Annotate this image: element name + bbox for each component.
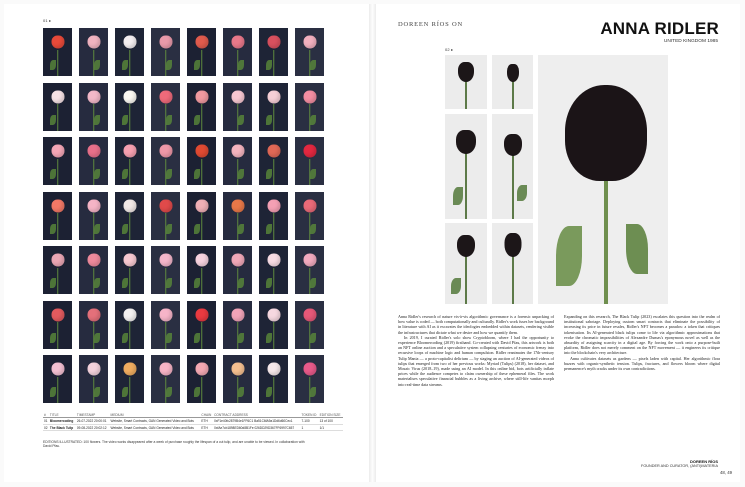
table-cell: 1 xyxy=(300,424,318,431)
tulip-photo xyxy=(79,301,108,349)
tulip-photo xyxy=(259,192,288,240)
tulip-photo xyxy=(115,192,144,240)
tulip-photo xyxy=(151,192,180,240)
tulip-photo xyxy=(223,28,252,76)
table-header-cell: CONTRACT ADDRESS xyxy=(213,412,300,418)
tulip-photo xyxy=(115,246,144,294)
tulip-photo xyxy=(295,301,324,349)
tulip-photo xyxy=(43,301,72,349)
table-body xyxy=(43,418,343,431)
tulip-photo xyxy=(79,28,108,76)
page-gutter xyxy=(369,4,376,482)
tulip-photo xyxy=(223,192,252,240)
tulip-photo xyxy=(295,83,324,131)
tulip-photo-grid xyxy=(43,28,324,403)
black-tulip-photo xyxy=(492,223,533,304)
artist-meta: UNITED KINGDOM 1985 xyxy=(663,39,718,44)
black-tulip-photo xyxy=(445,223,487,304)
essay-column-2 xyxy=(564,314,720,371)
tulip-photo xyxy=(223,301,252,349)
table-header-cell: EDITION SIZE xyxy=(319,412,343,418)
black-tulip-photo xyxy=(492,114,533,219)
tulip-photo xyxy=(115,137,144,185)
black-tulip-photo xyxy=(445,114,487,219)
table-header-cell: # xyxy=(43,412,49,418)
signature-name: DOREEN RÍOS xyxy=(689,459,718,464)
essay-paragraph: Anna Ridler's research of nature vis-à-vis algorithmic governance is a forensic unpacking of how value is coded — both computationally and culturally. Ridler's work fuses her background in literature with AI as it excavates the ideologies embedded within datasets, rendering visible the infrastructures that dictate what we desire and how we quantify them. xyxy=(398,314,554,335)
tulip-photo xyxy=(115,355,144,403)
tulip-photo xyxy=(115,28,144,76)
byline: DOREEN RÍOS ON xyxy=(398,21,464,28)
table-cell: 7-100 xyxy=(300,418,318,425)
tulip-photo xyxy=(223,246,252,294)
signature-role: FOUNDER AND CURATOR, (ANTI)MATERIA xyxy=(641,464,718,468)
table-header-cell: TIMESTAMP xyxy=(76,412,110,418)
table-header-cell: TITLE xyxy=(49,412,76,418)
black-tulip-photo xyxy=(492,55,533,109)
essay-paragraph: Expanding on this research, The Black Tulip (2023) escalates this question into the realm of institutional sabotage. Deploying custom smart contracts that eliminate the possibility of increasing its price in future resales, Ridler's NFT becomes a paradox: a token that critiques tokenisation. Its AI-generated black tulips come to life via algorithmic approximations that evoke the chromatic impossibilities of Alexandre Dumas's eponymous novel as well as the absurdity of assigning scarcity in a digital age. By forcing the work onto a purpose-built platform, Ridler does not merely comment on the NFT movement — it engineers its critique into the blockchain's very architecture. xyxy=(564,314,720,356)
artist-name: ANNA RIDLER xyxy=(600,19,719,38)
tulip-photo xyxy=(115,301,144,349)
tulip-photo xyxy=(43,192,72,240)
table-row xyxy=(43,418,343,425)
tulip-photo xyxy=(223,355,252,403)
page-numbers: 48, 49 xyxy=(720,470,732,475)
tulip-photo xyxy=(79,246,108,294)
tulip-photo xyxy=(259,246,288,294)
table-cell: Website, Smart Contracts, GAN Generated Video and Bots xyxy=(110,418,201,425)
table-cell: ETH xyxy=(200,418,213,425)
right-page xyxy=(376,4,740,482)
table-header-cell: CHAIN xyxy=(201,412,212,417)
table-cell: 02 xyxy=(44,425,48,430)
tulip-photo xyxy=(187,28,216,76)
tulip-photo xyxy=(259,83,288,131)
left-page xyxy=(4,4,369,482)
tulip-photo xyxy=(79,355,108,403)
tulip-photo xyxy=(187,246,216,294)
tulip-photo xyxy=(259,28,288,76)
table-cell: 01 xyxy=(44,418,48,423)
tulip-photo xyxy=(259,355,288,403)
tulip-photo xyxy=(151,28,180,76)
essay-column-1 xyxy=(398,314,554,387)
tulip-photo xyxy=(295,355,324,403)
tulip-photo xyxy=(43,355,72,403)
tulip-photo xyxy=(187,192,216,240)
tulip-photo xyxy=(187,301,216,349)
table-header-cell: TOKEN ID xyxy=(300,412,318,418)
tulip-photo xyxy=(151,246,180,294)
tulip-photo xyxy=(43,246,72,294)
tulip-photo xyxy=(151,83,180,131)
tulip-photo xyxy=(187,137,216,185)
black-tulip-large-photo xyxy=(538,55,668,304)
tulip-photo xyxy=(151,137,180,185)
table-cell: 0xF1e40fc2879B4e1FF6C1 Ba51C6fA9a1Dd6d60Cec1 xyxy=(213,418,300,425)
table-cell: 13 of 100 xyxy=(319,418,343,425)
artwork-details-table xyxy=(43,412,343,431)
figure-label-2: 02 ▸ xyxy=(445,47,454,52)
black-tulip-photo xyxy=(445,55,487,109)
tulip-photo xyxy=(79,192,108,240)
table-cell: 0xfAe7cb1898ED60d8B1Fe 026DD29D367FF6997C657 xyxy=(213,424,300,431)
table-header-cell: MEDIUM xyxy=(110,412,201,418)
tulip-photo xyxy=(151,355,180,403)
tulip-photo xyxy=(295,137,324,185)
table-cell: 26-07-2022 20:00:01 xyxy=(76,418,110,425)
tulip-photo xyxy=(43,28,72,76)
tulip-photo xyxy=(187,83,216,131)
tulip-photo xyxy=(115,83,144,131)
tulip-photo xyxy=(43,83,72,131)
tulip-photo xyxy=(223,83,252,131)
tulip-photo xyxy=(43,137,72,185)
essay-paragraph: Anna cultivates datasets as gardens — pixels laden with capital. Her algorithmic flora buzzes with organic-synthetic tension. Tulips, fractures, and flowers bloom where digital permanence's myth cracks under its own contradictions. xyxy=(564,355,720,372)
tulip-photo xyxy=(259,137,288,185)
tulip-photo xyxy=(187,355,216,403)
tulip-photo xyxy=(295,246,324,294)
table-cell: Website, Smart Contracts, GAN Generated Video and Bots xyxy=(110,424,201,431)
essay-paragraph: In 2019, I curated Ridler's solo show Cryptobloom, where I had the opportunity to experience Bloomercoding (2019) firsthand. Co-created with David Pfau, this artwork is both an NFT online auction and a speculative system collapsing centuries of economic frenzy into recursive loops of machine logic and human compulsion. Ridler reanimates the 17th-century Tulip Mania — a proto-capitalist delirium — by staging an auction of AI-generated videos of tulips that emerged from two of her previous works: Myriad (Tulips) (2018), her dataset, and Mosaic Virus (2018–19), made using an AI model. In this online bid, bots artificially inflate prices while the audience competes to claim ownership of these ephemeral files. The work materialises speculative financial bubbles as a living archive, where still-life vanitas morph into real-time data streams. xyxy=(398,334,554,387)
table-cell: 09-08-2022 20:02:12 xyxy=(76,424,110,431)
table-row xyxy=(43,424,343,431)
table-cell: ETH xyxy=(200,424,213,431)
table-cell: 1/1 xyxy=(319,424,343,431)
tulip-photo xyxy=(151,301,180,349)
tulip-photo xyxy=(223,137,252,185)
tulip-photo xyxy=(79,83,108,131)
tulip-photo xyxy=(259,301,288,349)
figure-label: 01 ▸ xyxy=(43,18,52,23)
tulip-photo xyxy=(295,192,324,240)
tulip-photo xyxy=(295,28,324,76)
caption-note: EDITIONS ILLUSTRATED: 100 flowers. The video works disappeared after a week of purchase roughly the lifespan of a cut tulip, and are unable to be viewed. In collaboration with David Pfau. xyxy=(43,440,305,449)
tulip-photo xyxy=(79,137,108,185)
table-cell: Bloomercoding xyxy=(49,418,76,425)
table-cell: The Black Tulip xyxy=(49,424,76,431)
